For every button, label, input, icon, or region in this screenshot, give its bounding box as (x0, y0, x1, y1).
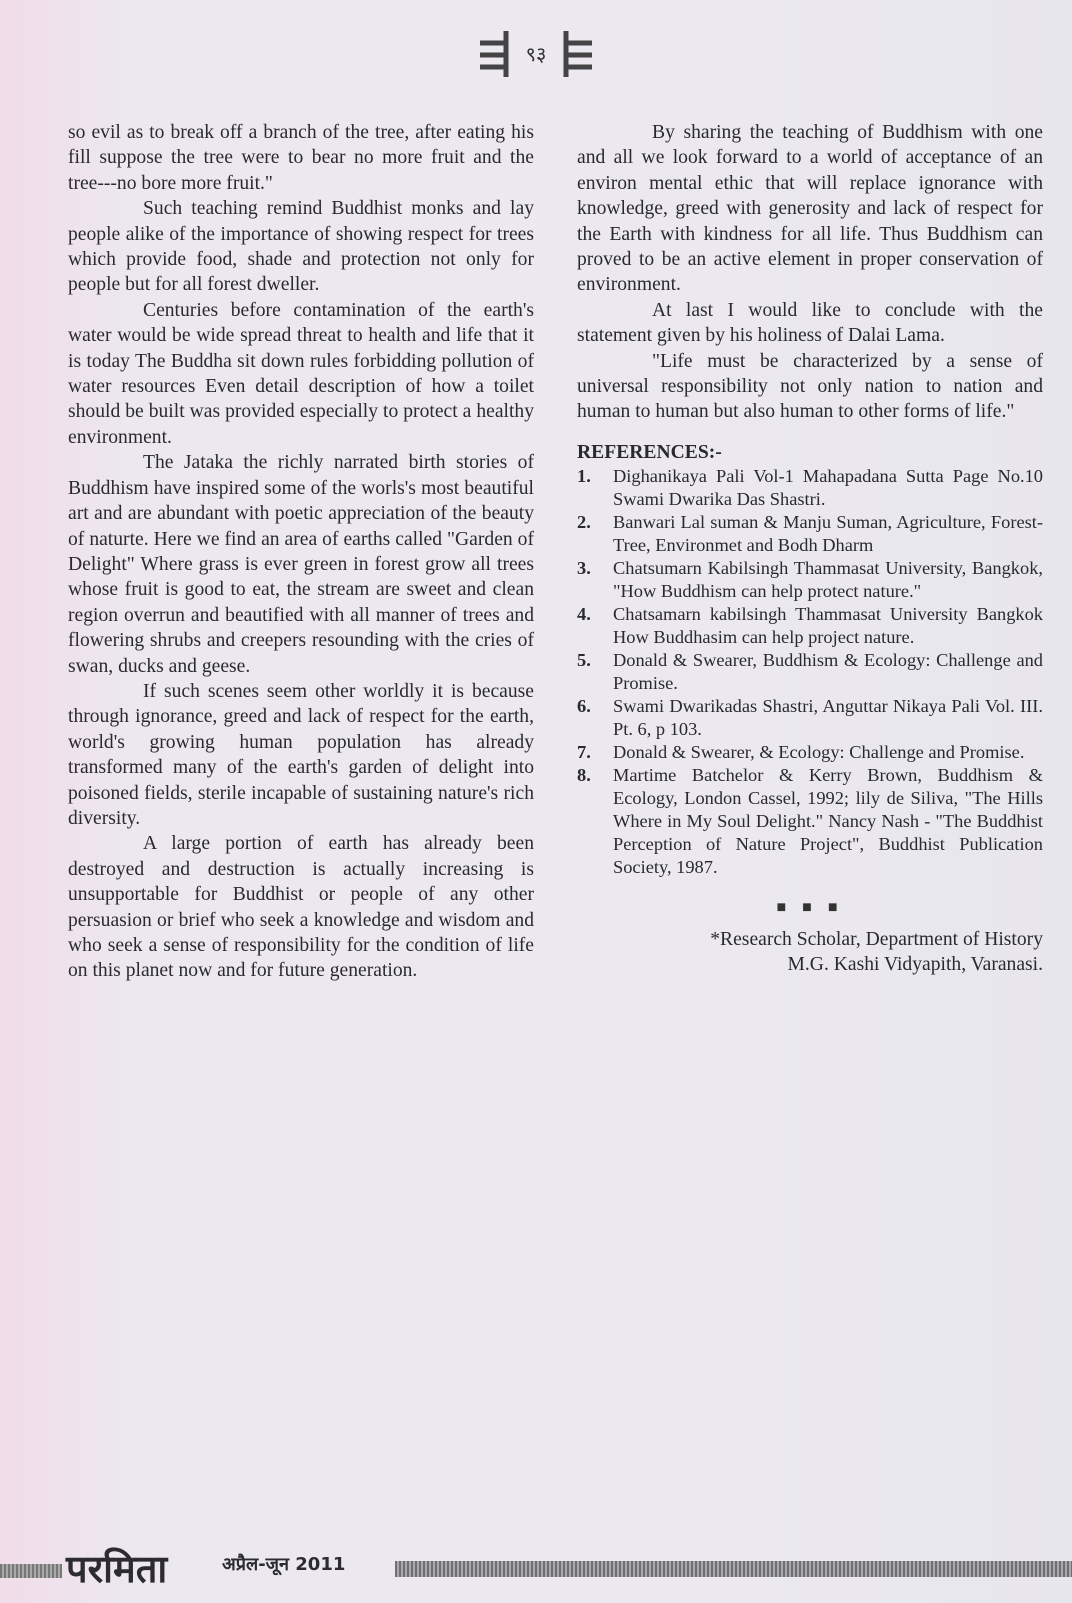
paragraph: If such scenes seem other worldly it is because through ignorance, greed and lack of respect for the earth, world's growing human population has already transformed many of the earth's garden of delight into poisoned fields, sterile incapable of sustaining nature's rich diversity. (68, 680, 534, 829)
page-header (0, 18, 1072, 88)
paragraph: A large portion of earth has already been destroyed and destruction is actually increasing is unsupportable for Buddhist or people of any other persuasion or brief who seek a knowledge and wisdom and who seek a sense of responsibility for the condition of life on this planet now and for future generation. (68, 833, 534, 982)
page-footer (0, 1540, 1072, 1590)
right-bracket-ornament-icon (554, 25, 596, 81)
reference-text: Chatsumarn Kabilsingh Thammasat University, Bangkok, "How Buddhism can help protect nature." (613, 558, 1043, 602)
reference-text: Chatsamarn kabilsingh Thammasat University Bangkok How Buddhasim can help project nature. (613, 604, 1043, 648)
reference-number: 1. (577, 466, 591, 487)
paragraph: so evil as to break off a branch of the tree, after eating his fill suppose the tree were to bear no more fruit and the tree---no bore more fruit." (68, 122, 534, 194)
reference-item (577, 695, 1043, 741)
reference-number: 5. (577, 650, 591, 671)
issue-date: अप्रैल-जून 2011 (222, 1554, 346, 1575)
reference-number: 3. (577, 558, 591, 579)
reference-number: 4. (577, 604, 591, 625)
reference-text: Martime Batchelor & Kerry Brown, Buddhism & Ecology, London Cassel, 1992; lily de Siliva, "The Hills Where in My Soul Delight." Nancy Nash - "The Buddhist Perception of Nature Project", Buddhist Publication Society, 1987. (613, 765, 1043, 878)
reference-item (577, 603, 1043, 649)
reference-item (577, 741, 1043, 764)
left-column (68, 120, 534, 984)
reference-text: Banwari Lal suman & Manju Suman, Agriculture, Forest-Tree, Environmet and Bodh Dharm (613, 512, 1043, 556)
magazine-name: परमिता (66, 1547, 168, 1591)
author-affiliation-line: M.G. Kashi Vidyapith, Varanasi. (787, 954, 1043, 976)
reference-number: 8. (577, 765, 591, 786)
footer-rule (0, 1564, 62, 1578)
page-number-ornament (476, 25, 597, 81)
reference-item (577, 511, 1043, 557)
paragraph: Centuries before contamination of the earth's water would be wide spread threat to health and life that it is today The Buddha sit down rules forbidding pollution of water resources Even detail description of how a toilet should be built was provided especially to protect a healthy environment. (68, 299, 534, 448)
paragraph: At last I would like to conclude with the statement given by his holiness of Dalai Lama. (577, 299, 1043, 347)
reference-text: Donald & Swearer, & Ecology: Challenge and Promise. (613, 742, 1025, 763)
end-marks-icon: ■ ■ ■ (776, 899, 844, 917)
author-affiliation-line: *Research Scholar, Department of History (710, 928, 1043, 950)
reference-number: 2. (577, 512, 591, 533)
reference-item (577, 649, 1043, 695)
references-list (577, 465, 1043, 879)
reference-item (577, 557, 1043, 603)
author-affiliation (577, 927, 1043, 978)
quote-paragraph: "Life must be characterized by a sense of universal responsibility not only nation to nation and human to human but also human to other forms of life." (577, 350, 1043, 423)
reference-item (577, 764, 1043, 879)
reference-text: Swami Dwarikadas Shastri, Anguttar Nikaya Pali Vol. III. Pt. 6, p 103. (613, 696, 1043, 740)
left-bracket-ornament-icon (476, 25, 518, 81)
reference-text: Donald & Swearer, Buddhism & Ecology: Challenge and Promise. (613, 650, 1043, 694)
page-number: ९३ (525, 41, 547, 66)
reference-number: 6. (577, 696, 591, 717)
paragraph: Such teaching remind Buddhist monks and lay people alike of the importance of showing respect for trees which provide food, shade and protection not only for people but for all forest dweller. (68, 198, 534, 296)
paragraph: The Jataka the richly narrated birth stories of Buddhism have inspired some of the worls's most beautiful art and are abundant with poetic appreciation of the beauty of naturte. Here we find an area of earths called "Garden of Delight" Where grass is ever green in forest grow all trees whose fruit is good to eat, the stream are sweet and clean region overrun and beautified with all manner of trees and flowering shrubs and creepers resounding with the cries of swan, ducks and geese. (68, 452, 534, 677)
reference-number: 7. (577, 742, 591, 763)
right-column (577, 120, 1043, 978)
paragraph: By sharing the teaching of Buddhism with one and all we look forward to a world of acceptance of an environ mental ethic that will replace ignorance with knowledge, greed with generosity and lack of respect for the Earth with kindness for all life. Thus Buddhism can proved to be an active element in proper conservation of environment. (577, 122, 1043, 296)
footer-rule (395, 1561, 1072, 1577)
references-heading: REFERENCES:- (577, 441, 722, 463)
reference-item (577, 465, 1043, 511)
reference-text: Dighanikaya Pali Vol-1 Mahapadana Sutta Page No.10 Swami Dwarika Das Shastri. (613, 466, 1043, 510)
